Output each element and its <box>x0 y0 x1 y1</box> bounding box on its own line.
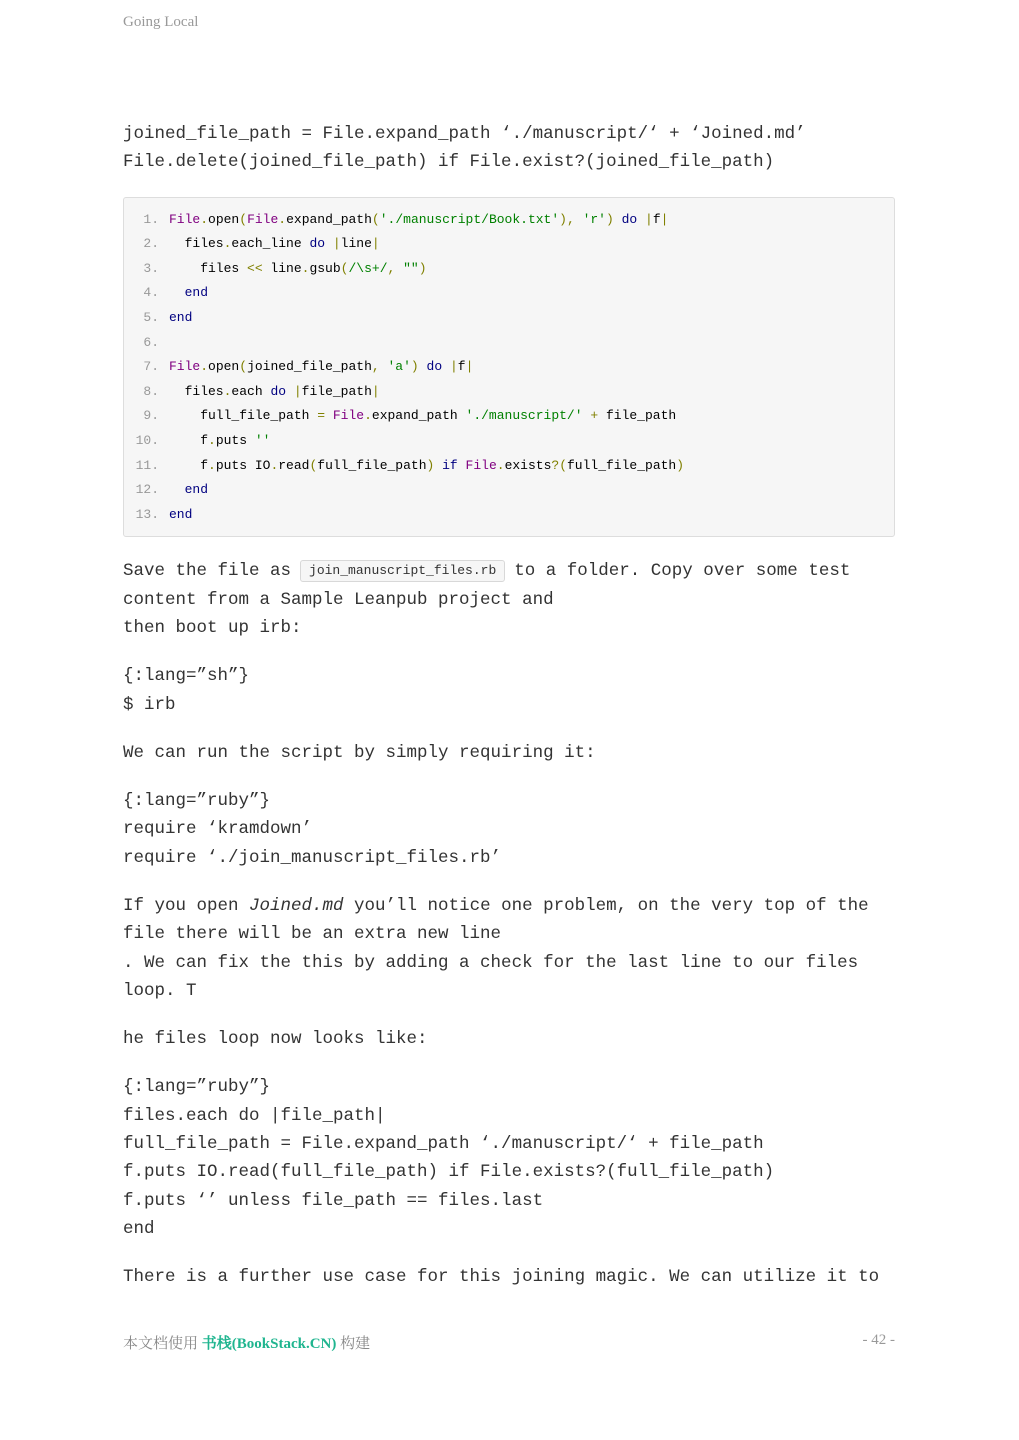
final-paragraph: There is a further use case for this joining magic. We can utilize it to <box>123 1267 880 1288</box>
code-text: end <box>169 309 193 325</box>
save-line: content from a Sample Leanpub project and <box>123 589 554 610</box>
sh-block: {:lang=”sh”} $ irb <box>123 666 250 715</box>
code-text: files.each do |file_path| <box>169 383 380 399</box>
code-line <box>124 281 894 306</box>
code-text: f.puts IO.read(full_file_path) if File.exists?(full_file_path) <box>169 457 685 473</box>
code-text: File.open(joined_file_path, 'a') do |f| <box>169 359 474 375</box>
line-number: 6. <box>143 334 159 350</box>
page-number: - 42 - <box>862 1332 895 1348</box>
emphasis-filename: Joined.md <box>249 895 344 916</box>
line-number: 7. <box>143 359 159 375</box>
line-number: 8. <box>143 383 159 399</box>
line-number: 12. <box>135 482 159 498</box>
line-number: 13. <box>135 506 159 522</box>
ruby-block-1: {:lang=”ruby”} require ‘kramdown’ require ‘./join_manuscript_files.rb’ <box>123 791 502 868</box>
inline-code-filename: join_manuscript_files.rb <box>300 560 505 582</box>
open-paragraph: If you open Joined.md you’ll notice one problem, on the very top of the file there will be an extra new line . We can fix the this by adding a check for the last line to our files loop. T <box>123 895 869 1001</box>
code-line <box>124 355 894 380</box>
code-line <box>124 331 894 356</box>
code-text: files.each_line do |line| <box>169 236 380 252</box>
line-number: 9. <box>143 408 159 424</box>
intro-line: joined_file_path = File.expand_path ‘./manuscript/‘ + ‘Joined.md’ <box>123 124 806 144</box>
ruby-block-2: {:lang=”ruby”} files.each do |file_path| full_file_path = File.expand_path ‘./manuscript/‘ + file_path f.puts IO.read(full_file_path) if File.exists?(full_file_path) f.puts ‘’ unless file_path == files.last end <box>123 1077 775 1239</box>
line-number: 10. <box>135 432 159 448</box>
save-text-after: to a folder. Copy over some test <box>514 561 851 582</box>
code-text: File.open(File.expand_path('./manuscript/Book.txt'), 'r') do |f| <box>169 211 669 227</box>
code-text: full_file_path = File.expand_path './manuscript/' + file_path <box>169 408 677 424</box>
line-number: 11. <box>135 457 159 473</box>
footer-brand-link[interactable]: 书栈(BookStack.CN) <box>201 1336 337 1352</box>
save-paragraph <box>123 557 895 642</box>
footer-credit: 本文档使用 书栈(BookStack.CN) 构建 <box>123 1336 371 1352</box>
code-line <box>124 478 894 503</box>
code-line <box>124 257 894 282</box>
code-line <box>124 454 894 479</box>
intro-paragraph <box>123 120 895 177</box>
code-text: files << line.gsub(/\s+/, "") <box>169 260 427 276</box>
line-number: 1. <box>143 211 159 227</box>
line-number: 2. <box>143 236 159 252</box>
code-line <box>124 306 894 331</box>
run-paragraph: We can run the script by simply requiring it: <box>123 742 596 763</box>
code-line <box>124 404 894 429</box>
loop-paragraph: he files loop now looks like: <box>123 1029 428 1050</box>
code-text: end <box>184 285 209 301</box>
code-line <box>124 380 894 405</box>
running-header: Going Local <box>123 14 199 30</box>
save-text-before: Save the file as <box>123 561 292 582</box>
line-number: 5. <box>143 309 159 325</box>
save-line: then boot up irb: <box>123 617 302 638</box>
code-line <box>124 232 894 257</box>
intro-line: File.delete(joined_file_path) if File.exist?(joined_file_path) <box>123 152 775 173</box>
code-line <box>124 503 894 528</box>
line-number: 4. <box>143 285 159 301</box>
code-text: end <box>169 506 193 522</box>
code-block <box>123 197 895 538</box>
code-text: end <box>184 482 209 498</box>
code-text: f.puts '' <box>169 432 271 448</box>
code-line <box>124 429 894 454</box>
code-line <box>124 208 894 233</box>
line-number: 3. <box>143 260 159 276</box>
page-content <box>123 120 895 1312</box>
